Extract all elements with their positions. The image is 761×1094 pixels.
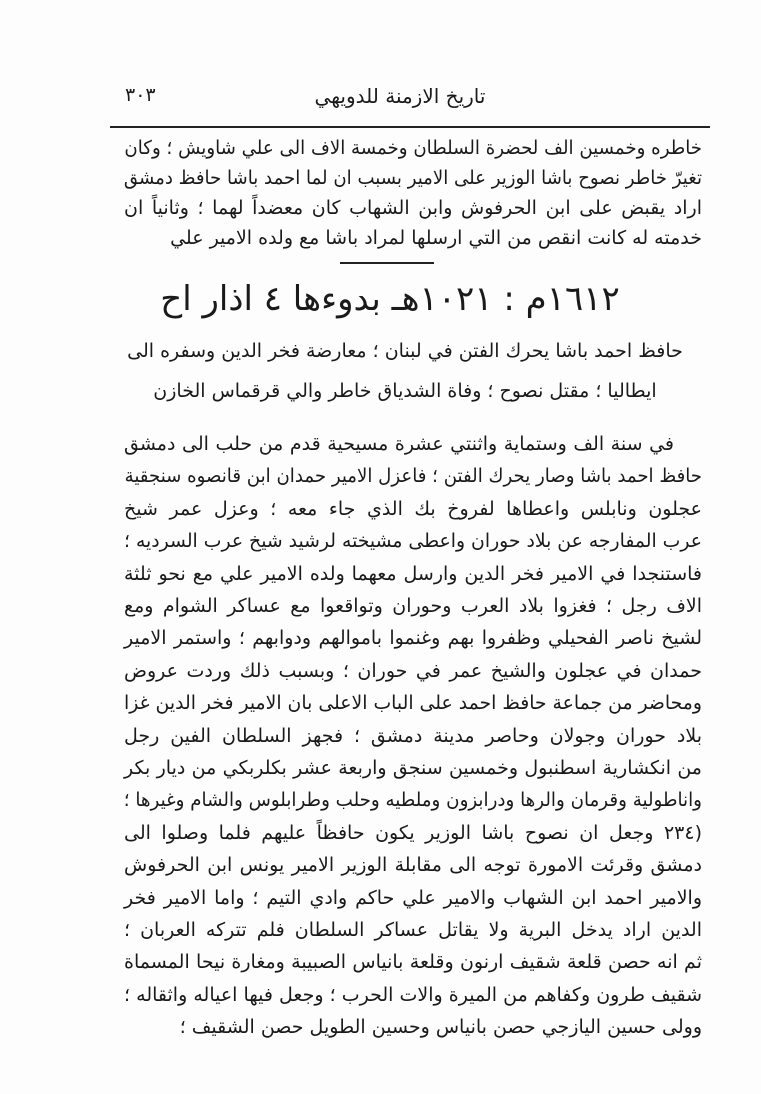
header-rule <box>110 126 710 128</box>
text-line: اراد يقبض على ابن الحرفوش وابن الشهاب كان معضداً لهما ؛ وثانياً ان <box>124 197 702 219</box>
text-line: تغيرّ خاطر نصوح باشا الوزير على الامير بسبب ان لما احمد باشا حافظ دمشق <box>123 167 702 189</box>
section-subtitle: ايطاليا ؛ مقتل نصوح ؛ وفاة الشدياق خاطر والي قرقماس الخازن <box>153 380 657 402</box>
text-line: حافظ احمد باشا وصار يحرك الفتن ؛ فاعزل الامير حمدان ابن قانصوه سنجقية <box>124 465 703 488</box>
text-line: لشيخ ناصر الفحيلي وظفروا بهم وغنموا باموالهم ودوابهم ؛ واستمر الامير <box>124 627 702 650</box>
text-line: خدمته له كانت انقص من التي ارسلها لمراد باشا مع ولده الامير علي <box>170 227 702 249</box>
text-line: الدين اراد يدخل البرية ولا يقاتل عساكر السلطان فلم تتركه العربان ؛ <box>124 919 702 941</box>
section-divider <box>340 262 434 264</box>
text-line: شقيف طرون وكفاهم من الميرة والات الحرب ؛ وجعل فيها اعياله واثقاله ؛ <box>124 983 702 1006</box>
text-line: الاف رجل ؛ فغزوا بلاد العرب وحوران وتواقعوا مع عساكر الشوام ومع <box>124 595 702 617</box>
text-line: والامير احمد ابن الشهاب والامير علي حاكم وادي التيم ؛ واما الامير فخر <box>124 886 702 909</box>
text-line: ومحاضر من جماعة حافظ احمد على الباب الاعلى بان الامير فخر الدين غزا <box>124 692 703 715</box>
text-line: واناطولية وقرمان والرها ودرابزون وملطيه وحلب وطرابلوس والشام وغيرها ؛ <box>123 789 702 812</box>
section-subtitle: حافظ احمد باشا يحرك الفتن في لبنان ؛ معارضة فخر الدين وسفره الى <box>127 340 683 362</box>
text-line: خاطره وخمسين الف لحضرة السلطان وخمسة الاف الى علي شاويش ؛ وكان <box>124 137 702 159</box>
text-line: حمدان في عجلون والشيخ عمر في حوران ؛ وبسبب ذلك وردت عروض <box>124 659 702 682</box>
text-line: من انكشارية اسطنبول وخمسين سنجق واربعة عشر بكلربكي من ديار بكر <box>124 757 702 779</box>
text-line: عجلون ونابلس واعطاها لفروخ بك الذي جاء معه ؛ وعزل عمر شيخ <box>124 497 702 520</box>
running-header-title: تاريخ الازمنة للدويهي <box>314 84 486 108</box>
text-line: فاستنجدا في الامير فخر الدين وارسل معهما ولده الامير علي مع نحو ثلثة <box>124 562 702 585</box>
text-line: في سنة الف وستماية واثنتي عشرة مسيحية قدم من حلب الى دمشق <box>124 433 674 455</box>
text-line: (٢٣٤ وجعل ان نصوح باشا الوزير يكون حافظاً عليهم فلما وصلوا الى <box>124 821 702 844</box>
text-line: دمشق وقرئت الامورة توجه الى مقابلة الوزير الامير يونس ابن الحرفوش <box>124 854 702 877</box>
page-number: ٣٠٣ <box>125 84 156 106</box>
text-line: ثم انه حصن قلعة شقيف ارنون وقلعة بانياس الصبيبة ومغارة نيحا المسماة <box>124 951 702 974</box>
section-headline: ١٦١٢م : ١٠٢١هـ بدوءها ٤ اذار اح <box>160 279 620 319</box>
text-line: بلاد حوران وجولان وحاصر مدينة دمشق ؛ فجهز السلطان الفين رجل <box>124 724 702 747</box>
text-line: وولى حسين اليازجي حصن بانياس وحسين الطويل حصن الشقيف ؛ <box>179 1016 702 1039</box>
text-line: عرب المفارجه عن بلاد حوران واعطى مشيخته لرشيد شيخ عرب السرديه ؛ <box>124 530 702 553</box>
